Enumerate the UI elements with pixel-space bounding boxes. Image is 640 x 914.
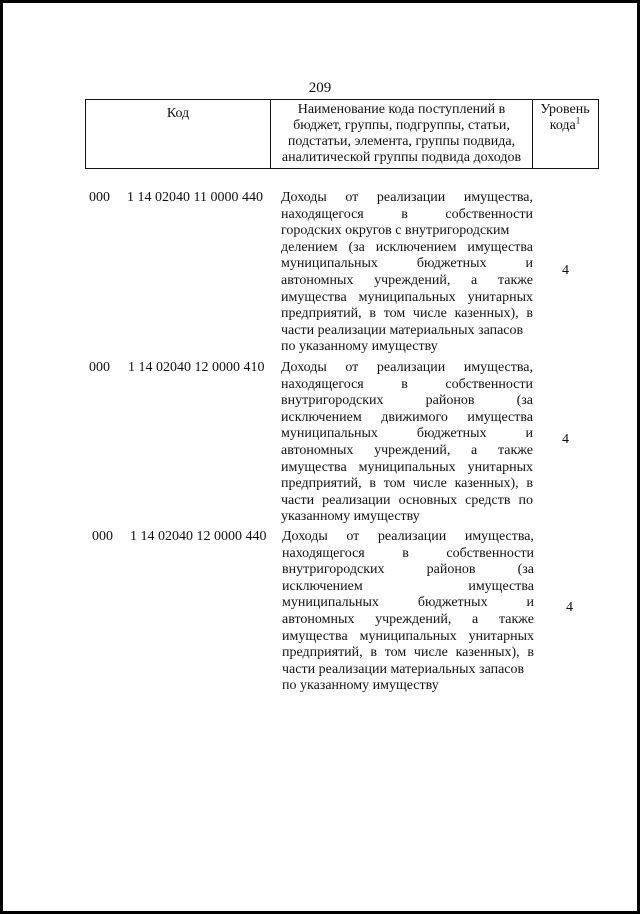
row-code: 1 14 02040 12 0000 440 — [130, 529, 267, 544]
row-name-line: муниципальных бюджетных и — [281, 256, 533, 272]
row-prefix: 000 — [92, 529, 113, 544]
row-name-line: внутригородских районов (за — [282, 562, 534, 578]
row-name-line: муниципальных бюджетных и — [282, 595, 534, 611]
header-level-line: Уровень — [540, 102, 590, 117]
row-name-line: указанному имуществу — [281, 509, 420, 525]
row-name — [281, 190, 533, 356]
row-name-line: находящегося в собственности — [281, 206, 533, 222]
header-name-line: бюджет, группы, подгруппы, статьи, — [293, 118, 510, 133]
row-level: 4 — [562, 432, 569, 447]
header-level-cell — [533, 100, 597, 168]
header-code-label: Код — [166, 106, 190, 121]
row-name-line: по указанному имуществу — [282, 678, 439, 694]
page-edge-top — [0, 0, 640, 3]
header-name-line: подстатьи, элемента, группы подвида, — [287, 134, 516, 149]
row-name-line: имущества муниципальных унитарных — [281, 459, 533, 475]
row-prefix: 000 — [89, 360, 110, 375]
row-level: 4 — [562, 263, 569, 278]
row-name-line: имущества муниципальных унитарных — [281, 289, 533, 305]
header-name-cell — [271, 100, 533, 168]
row-code: 1 14 02040 12 0000 410 — [128, 360, 265, 375]
row-name-line: автономных учреждений, а также — [281, 272, 533, 288]
row-name-line: исключением движимого имущества — [281, 409, 533, 425]
row-name-line: автономных учреждений, а также — [282, 611, 534, 627]
row-level: 4 — [566, 600, 573, 615]
row-name-line: находящегося в собственности — [281, 376, 533, 392]
row-name — [281, 360, 533, 526]
row-name-line: части реализации основных средств по — [281, 492, 533, 508]
row-name-line: находящегося в собственности — [282, 545, 534, 561]
table-header — [85, 99, 599, 169]
row-name-line: части реализации материальных запасов — [281, 322, 524, 338]
row-name-line: внутригородских районов (за — [281, 393, 533, 409]
row-name-line: предприятий, в том числе казенных), в — [281, 306, 533, 322]
header-level-label: кода — [549, 118, 576, 133]
row-name-line: имущества муниципальных унитарных — [282, 628, 534, 644]
page-number: 209 — [308, 80, 332, 96]
row-name-line: по указанному имуществу — [281, 339, 438, 355]
row-name-line: предприятий, в том числе казенных), в — [281, 476, 533, 492]
row-name-line: Доходы от реализации имущества, — [281, 360, 533, 375]
row-name — [282, 529, 534, 695]
row-name-line: предприятий, в том числе казенных), в — [282, 645, 534, 661]
header-level-line — [533, 115, 597, 134]
row-name-line: городских округов с внутригородским — [281, 223, 510, 239]
row-name-line: исключением имущества — [282, 578, 534, 594]
row-code: 1 14 02040 11 0000 440 — [127, 190, 263, 205]
row-name-line: делением (за исключением имущества — [281, 239, 533, 255]
row-name-line: части реализации материальных запасов — [282, 661, 525, 677]
row-prefix: 000 — [89, 190, 110, 205]
row-name-line: автономных учреждений, а также — [281, 442, 533, 458]
header-code-cell — [86, 100, 271, 168]
row-name-line: муниципальных бюджетных и — [281, 426, 533, 442]
page-edge-left — [0, 0, 3, 914]
row-name-line: Доходы от реализации имущества, — [282, 529, 534, 544]
row-name-line: Доходы от реализации имущества, — [281, 190, 533, 205]
header-name-line: Наименование кода поступлений в — [297, 102, 506, 117]
footnote-marker: 1 — [575, 115, 581, 126]
header-name-line: аналитической группы подвида доходов — [281, 150, 522, 165]
